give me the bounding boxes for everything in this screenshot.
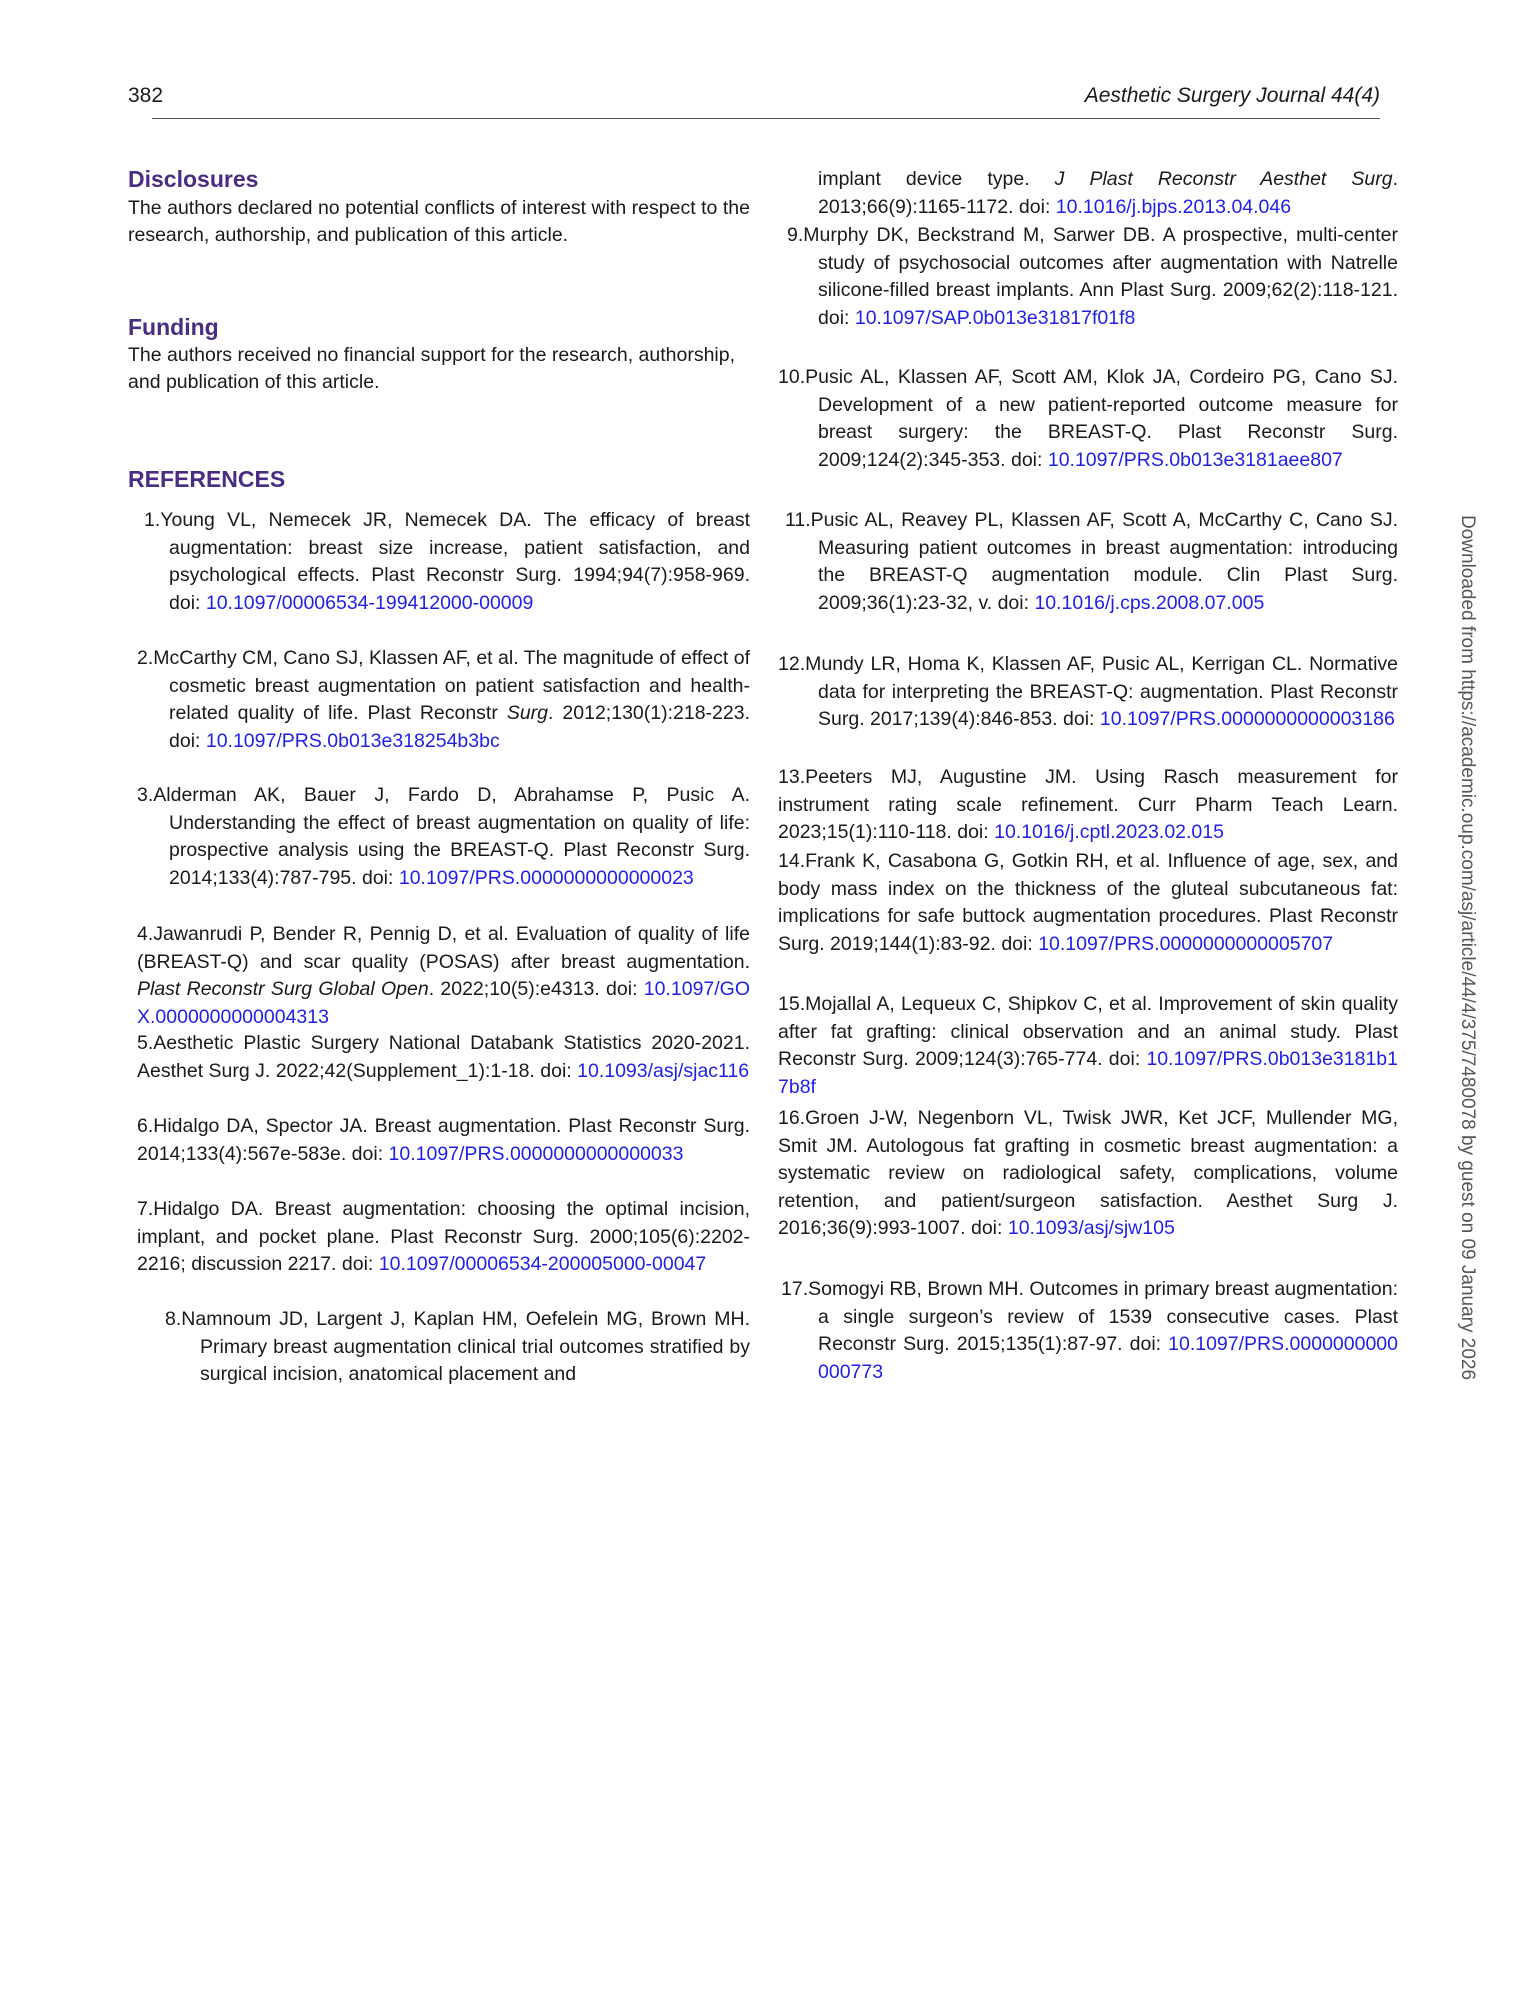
journal-title: Aesthetic Surgery Journal 44(4) [1084,84,1380,107]
reference-text: 11.Pusic AL, Reavey PL, Klassen AF, Scott A, McCarthy C, Cano SJ. Measuring patient outcomes in breast augmentation: introducing the BREAST-Q augmentation module. Clin Plast Surg. 2009;36(1):23-32, v. doi: [785,509,1398,614]
disclosures-body: The authors declared no potential conflicts of interest with respect to the research, authorship, and publication of this article. [128,197,750,246]
reference-item [778,991,1398,1101]
doi-link[interactable]: 10.1097/00006534-199412000-00009 [205,591,534,614]
doi-link[interactable]: 10.1097/PRS.0b013e318254b3bc [205,729,500,752]
doi-link[interactable]: 10.1016/j.cptl.2023.02.015 [994,821,1224,843]
reference-item [778,1105,1398,1243]
doi-link[interactable]: 10.1097/GOX.0000000000004313 [137,978,751,1028]
reference-text: 10.Pusic AL, Klassen AF, Scott AM, Klok JA, Cordeiro PG, Cano SJ. Development of a new patient-reported outcome measure for breast surgery: the BREAST-Q. Plast Reconstr Surg. 2009;124(2):345-353. doi: [778,366,1398,471]
reference-text: 15.Mojallal A, Lequeux C, Shipkov C, et al. Improvement of skin quality after fat grafting: clinical observation and an animal study. Plast Reconstr Surg. 2009;124(3):765-774. doi: [778,993,1398,1070]
download-watermark: Downloaded from https://academic.oup.com/asj/article/44/4/375/7480078 by guest on 09 January 2026 [1457,515,1478,1381]
reference-item [778,764,1398,847]
reference-item [778,1276,1398,1386]
reference-text: 9.Murphy DK, Beckstrand M, Sarwer DB. A prospective, multi-center study of psychosocial outcomes after augmentation with Natrelle silicone-filled breast implants. Ann Plast Surg. 2009;62(2):118-121. doi: [787,224,1398,329]
reference-text: 4.Jawanrudi P, Bender R, Pennig D, et al. Evaluation of quality of life (BREAST-Q) and scar quality (POSAS) after breast augmentation. [137,923,750,973]
page-number: 382 [128,84,164,107]
journal-name: Surg [506,702,549,724]
reference-text: 12.Mundy LR, Homa K, Klassen AF, Pusic AL, Kerrigan CL. Normative data for interpreting the BREAST-Q: augmentation. Plast Reconstr Surg. 2017;139(4):846-853. doi: [778,653,1398,730]
header-divider [152,118,1380,119]
reference-text: 13.Peeters MJ, Augustine JM. Using Rasch measurement for instrument rating scale refinement. Curr Pharm Teach Learn. 2023;15(1):110-118. doi: [778,766,1398,843]
reference-item [128,1030,750,1085]
reference-text: 14.Frank K, Casabona G, Gotkin RH, et al. Influence of age, sex, and body mass index on the thickness of the gluteal subcutaneous fat: implications for safe buttock augmentation procedures. Plast Reconstr Surg. 2019;144(1):83-92. doi: [778,850,1398,955]
reference-text: 2.McCarthy CM, Cano SJ, Klassen AF, et al. The magnitude of effect of cosmetic breast augmentation on patient satisfaction and health-related quality of life. Plast Reconstr [137,647,750,724]
reference-item [778,848,1398,958]
reference-item [128,1306,750,1389]
reference-item [778,507,1398,617]
doi-link[interactable]: 10.1016/j.cps.2008.07.005 [1034,591,1265,614]
doi-link[interactable]: 10.1016/j.bjps.2013.04.046 [1055,195,1292,218]
doi-link[interactable]: 10.1097/PRS.0000000000005707 [1038,932,1334,955]
doi-link[interactable]: 10.1097/PRS.0b013e3181b17b8f [778,1048,1398,1098]
reference-item [778,364,1398,474]
reference-item [778,651,1398,734]
doi-link[interactable]: 10.1097/PRS.0b013e3181aee807 [1047,448,1343,471]
reference-text: . 2012;130(1):218-223. doi: [169,702,750,752]
doi-link[interactable]: 10.1093/asj/sjw105 [1007,1217,1175,1239]
reference-item [128,782,750,892]
reference-text: 1.Young VL, Nemecek JR, Nemecek DA. The efficacy of breast augmentation: breast size increase, patient satisfaction, and psychological effects. Plast Reconstr Surg. 1994;94(7):958-969. doi: [144,509,750,614]
reference-text: implant device type. [818,168,1055,190]
references-heading: REFERENCES [128,466,286,492]
reference-item [128,1196,750,1279]
reference-text: 8.Namnoum JD, Largent J, Kaplan HM, Oefelein MG, Brown MH. Primary breast augmentation clinical trial outcomes stratified by surgical incision, anatomical placement and [165,1308,750,1385]
funding-body: The authors received no financial support for the research, authorship, and publication of this article. [128,344,736,393]
disclosures-heading: Disclosures [128,166,259,192]
doi-link[interactable]: 10.1097/PRS.0000000000000033 [388,1142,684,1165]
reference-text: 16.Groen J-W, Negenborn VL, Twisk JWR, Ket JCF, Mullender MG, Smit JM. Autologous fat grafting in cosmetic breast augmentation: a systematic review on radiological safety, complications, volume retention, and patient/surgeon satisfaction. Aesthet Surg J. 2016;36(9):993-1007. doi: [778,1107,1398,1239]
reference-text: 17.Somogyi RB, Brown MH. Outcomes in primary breast augmentation: a single surgeon’s review of 1539 consecutive cases. Plast Reconstr Surg. 2015;135(1):87-97. doi: [781,1278,1398,1355]
reference-item [778,166,1398,221]
reference-text: . 2013;66(9):1165-1172. doi: [818,168,1398,218]
reference-item [128,645,750,755]
reference-text: 5.Aesthetic Plastic Surgery National Databank Statistics 2020-2021. Aesthet Surg J. 2022;42(Supplement_1):1-18. doi: [137,1032,750,1082]
reference-text: . 2022;10(5):e4313. doi: [428,978,644,1000]
doi-link[interactable]: 10.1093/asj/sjac116 [577,1059,750,1082]
reference-item [778,222,1398,332]
journal-name: Plast Reconstr Surg Global Open [137,978,429,1000]
doi-link[interactable]: 10.1097/PRS.0000000000000773 [818,1333,1398,1383]
doi-link[interactable]: 10.1097/PRS.0000000000000023 [398,866,694,889]
doi-link[interactable]: 10.1097/SAP.0b013e31817f01f8 [854,306,1136,329]
funding-heading: Funding [128,314,219,340]
reference-text: 7.Hidalgo DA. Breast augmentation: choosing the optimal incision, implant, and pocket plane. Plast Reconstr Surg. 2000;105(6):2202-2216; discussion 2217. doi: [137,1198,750,1275]
doi-link[interactable]: 10.1097/00006534-200005000-00047 [378,1253,707,1275]
reference-text: 6.Hidalgo DA, Spector JA. Breast augmentation. Plast Reconstr Surg. 2014;133(4):567e-583e. doi: [137,1115,750,1165]
journal-name: J Plast Reconstr Aesthet Surg [1054,168,1393,190]
doi-link[interactable]: 10.1097/PRS.0000000000003186 [1099,708,1395,730]
reference-text: 3.Alderman AK, Bauer J, Fardo D, Abrahamse P, Pusic A. Understanding the effect of breast augmentation on quality of life: prospective analysis using the BREAST-Q. Plast Reconstr Surg. 2014;133(4):787-795. doi: [137,784,750,889]
reference-item [128,507,750,617]
reference-item [128,1113,750,1168]
reference-item [128,921,750,1031]
